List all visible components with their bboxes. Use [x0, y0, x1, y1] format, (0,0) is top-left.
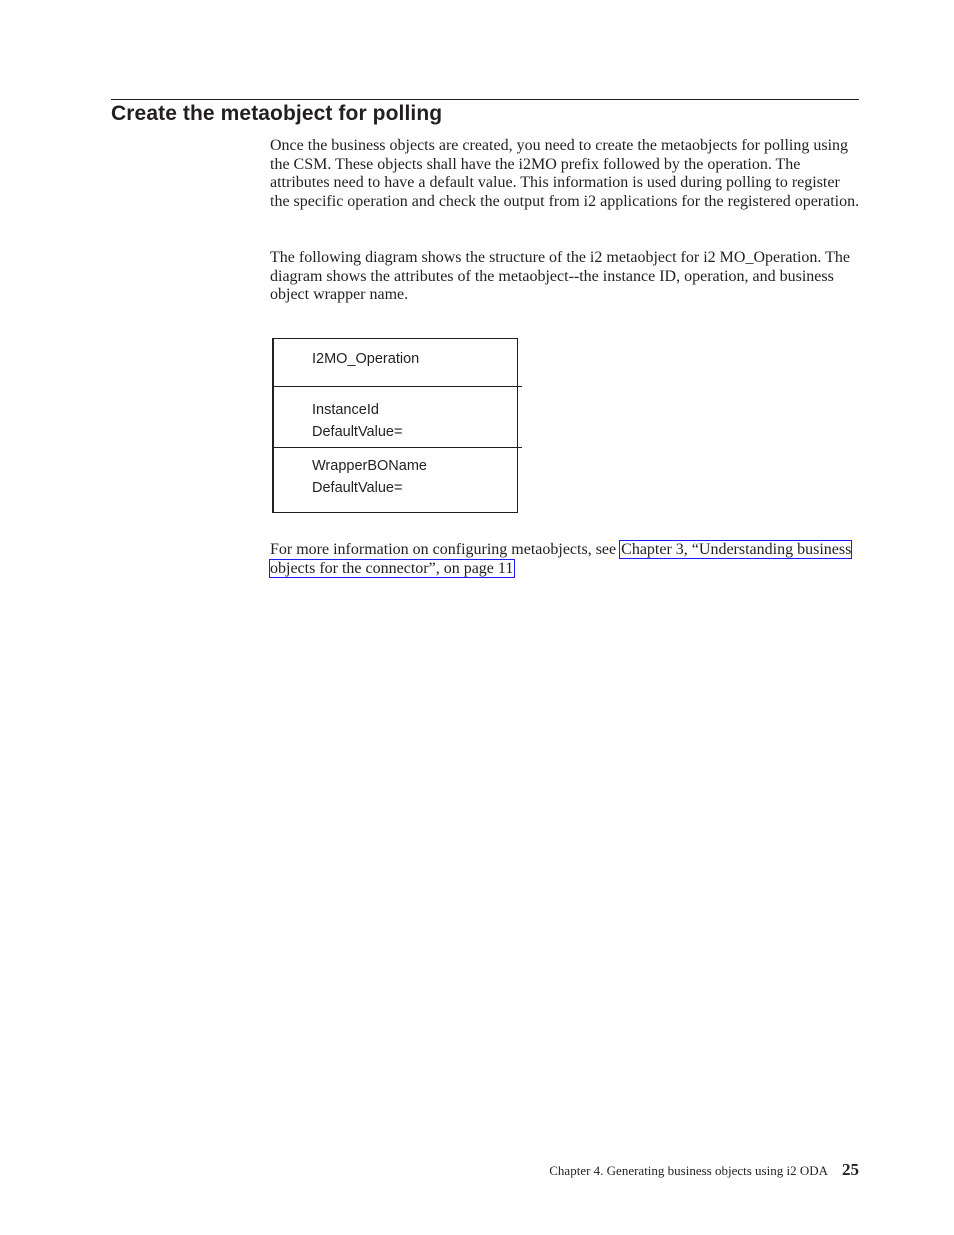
diagram-attr-instanceid: InstanceId: [312, 402, 379, 418]
diagram-attr-wrapperboname-default: DefaultValue=: [312, 480, 403, 496]
paragraph-diagram-description: The following diagram shows the structure of the i2 metaobject for i2 MO_Operation. The diagram shows the attributes of the metaobject--the instance ID, operation, and business object wrapper name.: [270, 249, 850, 304]
section-title: Create the metaobject for polling: [111, 102, 443, 125]
page-number: 25: [842, 1160, 859, 1179]
diagram-attr-instanceid-default: DefaultValue=: [312, 424, 403, 440]
diagram-divider: [274, 386, 522, 387]
diagram-divider: [274, 447, 522, 448]
footer-chapter-title: Chapter 4. Generating business objects using i2 ODA: [549, 1163, 828, 1178]
diagram-object-name: I2MO_Operation: [312, 351, 420, 367]
more-info-text: For more information on configuring metaobjects, see: [270, 541, 621, 558]
paragraph-more-info: [270, 541, 860, 578]
paragraph-intro: Once the business objects are created, you need to create the metaobjects for polling using the CSM. These objects shall have the i2MO prefix followed by the operation. The attributes need to have a default value. This information is used during polling to register the specific operation and check the output from i2 applications for the registered operation.: [270, 137, 860, 211]
chapter-3-link[interactable]: Chapter 3, “Understanding business objects for the connector”, on page 11: [270, 541, 852, 577]
page-footer: [549, 1160, 859, 1180]
metaobject-diagram: [272, 338, 518, 513]
diagram-attr-wrapperboname: WrapperBOName: [312, 458, 427, 474]
